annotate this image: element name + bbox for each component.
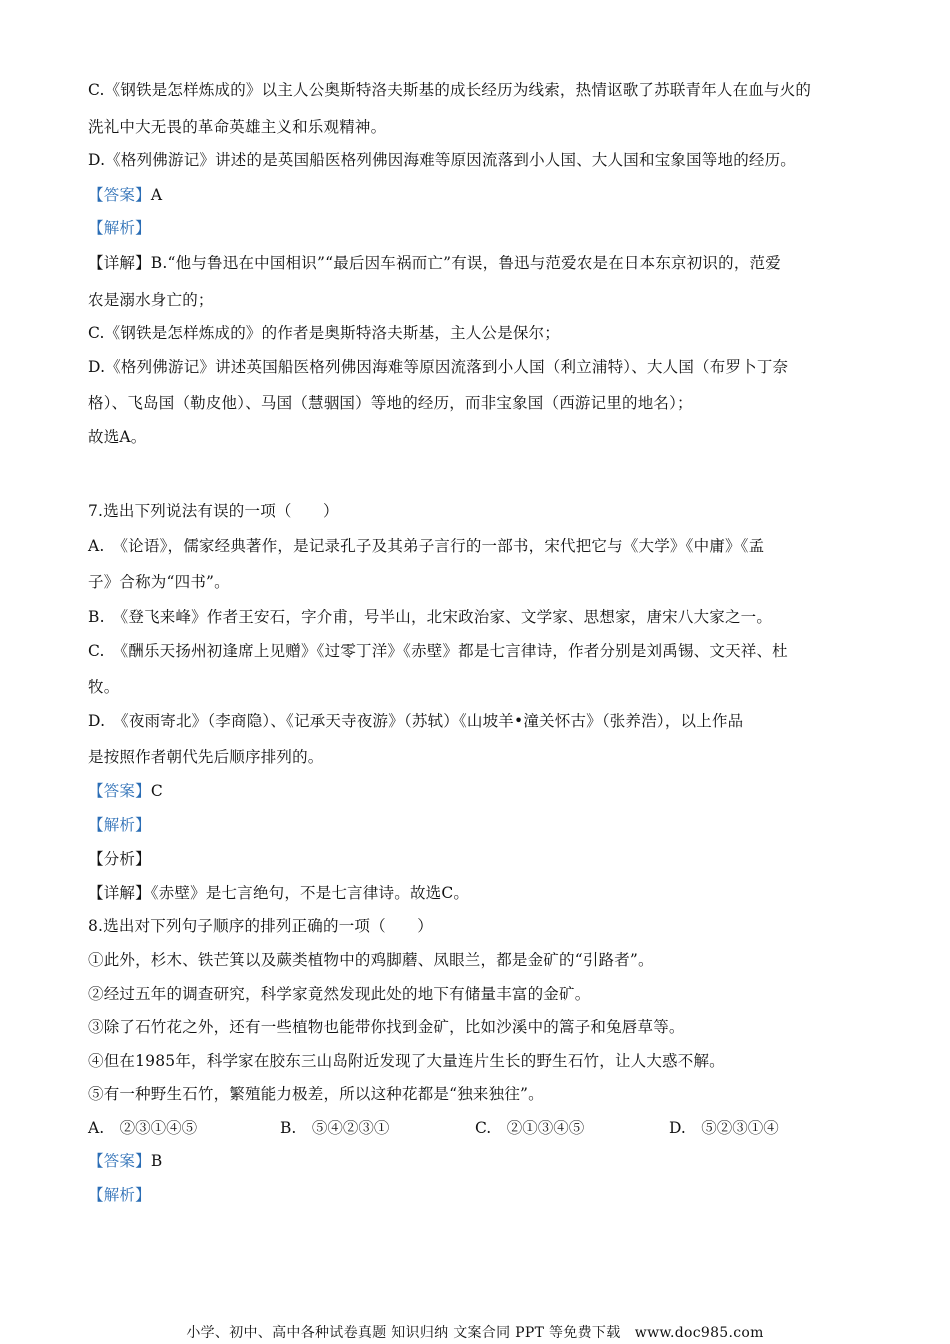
q7-option-c-line2: 牧。 xyxy=(88,678,120,696)
q6-detail-d-line1: D.《格列佛游记》讲述英国船医格列佛因海难等原因流落到小人国（利立浦特）、大人国（布罗卜丁奈 xyxy=(88,358,789,376)
q8-option-b: B. ⑤④②③① xyxy=(280,1119,390,1137)
q8-analysis-tag: 【解析】 xyxy=(88,1186,151,1204)
q8-sentence-3: ③除了石竹花之外，还有一些植物也能带你找到金矿，比如沙溪中的篙子和兔唇草等。 xyxy=(88,1018,685,1036)
answer-tag: 【答案】 xyxy=(88,1152,151,1170)
answer-value: C xyxy=(150,782,163,800)
q8-option-a: A. ②③①④⑤ xyxy=(88,1119,198,1137)
q8-option-c: C. ②①③④⑤ xyxy=(475,1119,585,1137)
q8-options xyxy=(88,1117,868,1139)
q7-detail: 【详解】《赤壁》是七言绝句，不是七言律诗。故选C。 xyxy=(88,884,470,902)
q7-analysis-heading: 【分析】 xyxy=(88,850,151,868)
q6-analysis-tag: 【解析】 xyxy=(88,219,151,237)
q8-option-d: D. ⑤②③①④ xyxy=(669,1119,779,1137)
q6-detail-line2: 农是溺水身亡的； xyxy=(88,291,214,309)
q6-detail-c: C.《钢铁是怎样炼成的》的作者是奥斯特洛夫斯基，主人公是保尔； xyxy=(88,324,560,342)
page-footer: 小学、初中、高中各种试卷真题 知识归纳 文案合同 PPT 等免费下载 www.doc985.com xyxy=(186,1325,764,1341)
q7-option-c-line1: C. 《酬乐天扬州初逢席上见赠》《过零丁洋》《赤壁》都是七言律诗，作者分别是刘禹锡、文天祥、杜 xyxy=(88,642,788,660)
q8-sentence-2: ②经过五年的调查研究，科学家竟然发现此处的地下有储量丰富的金矿。 xyxy=(88,985,591,1003)
q6-detail-line1: 【详解】B.“他与鲁迅在中国相识”“最后因车祸而亡”有误，鲁迅与范爱农是在日本东京初识的，范爱 xyxy=(88,254,781,272)
q8-stem: 8.选出对下列句子顺序的排列正确的一项（ ） xyxy=(88,917,433,935)
q6-option-c-line1: C.《钢铁是怎样炼成的》以主人公奥斯特洛夫斯基的成长经历为线索，热情讴歌了苏联青年人在血与火的 xyxy=(88,81,812,99)
answer-value: A xyxy=(150,186,163,204)
q7-stem: 7.选出下列说法有误的一项（ ） xyxy=(88,502,339,520)
q8-answer xyxy=(88,1150,868,1172)
q7-option-a-line1: A. 《论语》，儒家经典著作，是记录孔子及其弟子言行的一部书，宋代把它与《大学》《中庸》《孟 xyxy=(88,537,765,555)
answer-tag: 【答案】 xyxy=(88,782,151,800)
q6-answer xyxy=(88,184,868,206)
q6-detail-d-line2: 格）、飞岛国（勒皮他）、马国（慧骃国）等地的经历，而非宝象国（西游记里的地名）； xyxy=(88,394,693,412)
q8-sentence-1: ①此外，杉木、铁芒箕以及蕨类植物中的鸡脚蘑、凤眼兰，都是金矿的“引路者”。 xyxy=(88,951,654,969)
q8-sentence-4: ④但在1985年，科学家在胶东三山岛附近发现了大量连片生长的野生石竹，让人大惑不解。 xyxy=(88,1052,725,1070)
q6-option-c-line2: 洗礼中大无畏的革命英雄主义和乐观精神。 xyxy=(88,118,387,136)
q7-answer xyxy=(88,780,868,802)
q7-option-b: B. 《登飞来峰》作者王安石，字介甫，号半山，北宋政治家、文学家、思想家，唐宋八大家之一。 xyxy=(88,608,773,626)
answer-value: B xyxy=(150,1152,163,1170)
q7-option-d-line2: 是按照作者朝代先后顺序排列的。 xyxy=(88,748,324,766)
q7-option-a-line2: 子》合称为“四书”。 xyxy=(88,573,230,591)
q6-option-d: D.《格列佛游记》讲述的是英国船医格列佛因海难等原因流落到小人国、大人国和宝象国等地的经历。 xyxy=(88,151,797,169)
q6-conclusion: 故选A。 xyxy=(88,428,147,446)
q7-option-d-line1: D. 《夜雨寄北》（李商隐）、《记承天寺夜游》（苏轼）《山坡羊•潼关怀古》（张养浩），以上作品 xyxy=(88,712,744,730)
q7-analysis-tag: 【解析】 xyxy=(88,816,151,834)
q8-sentence-5: ⑤有一种野生石竹，繁殖能力极差，所以这种花都是“独来独往”。 xyxy=(88,1085,544,1103)
answer-tag: 【答案】 xyxy=(88,186,151,204)
